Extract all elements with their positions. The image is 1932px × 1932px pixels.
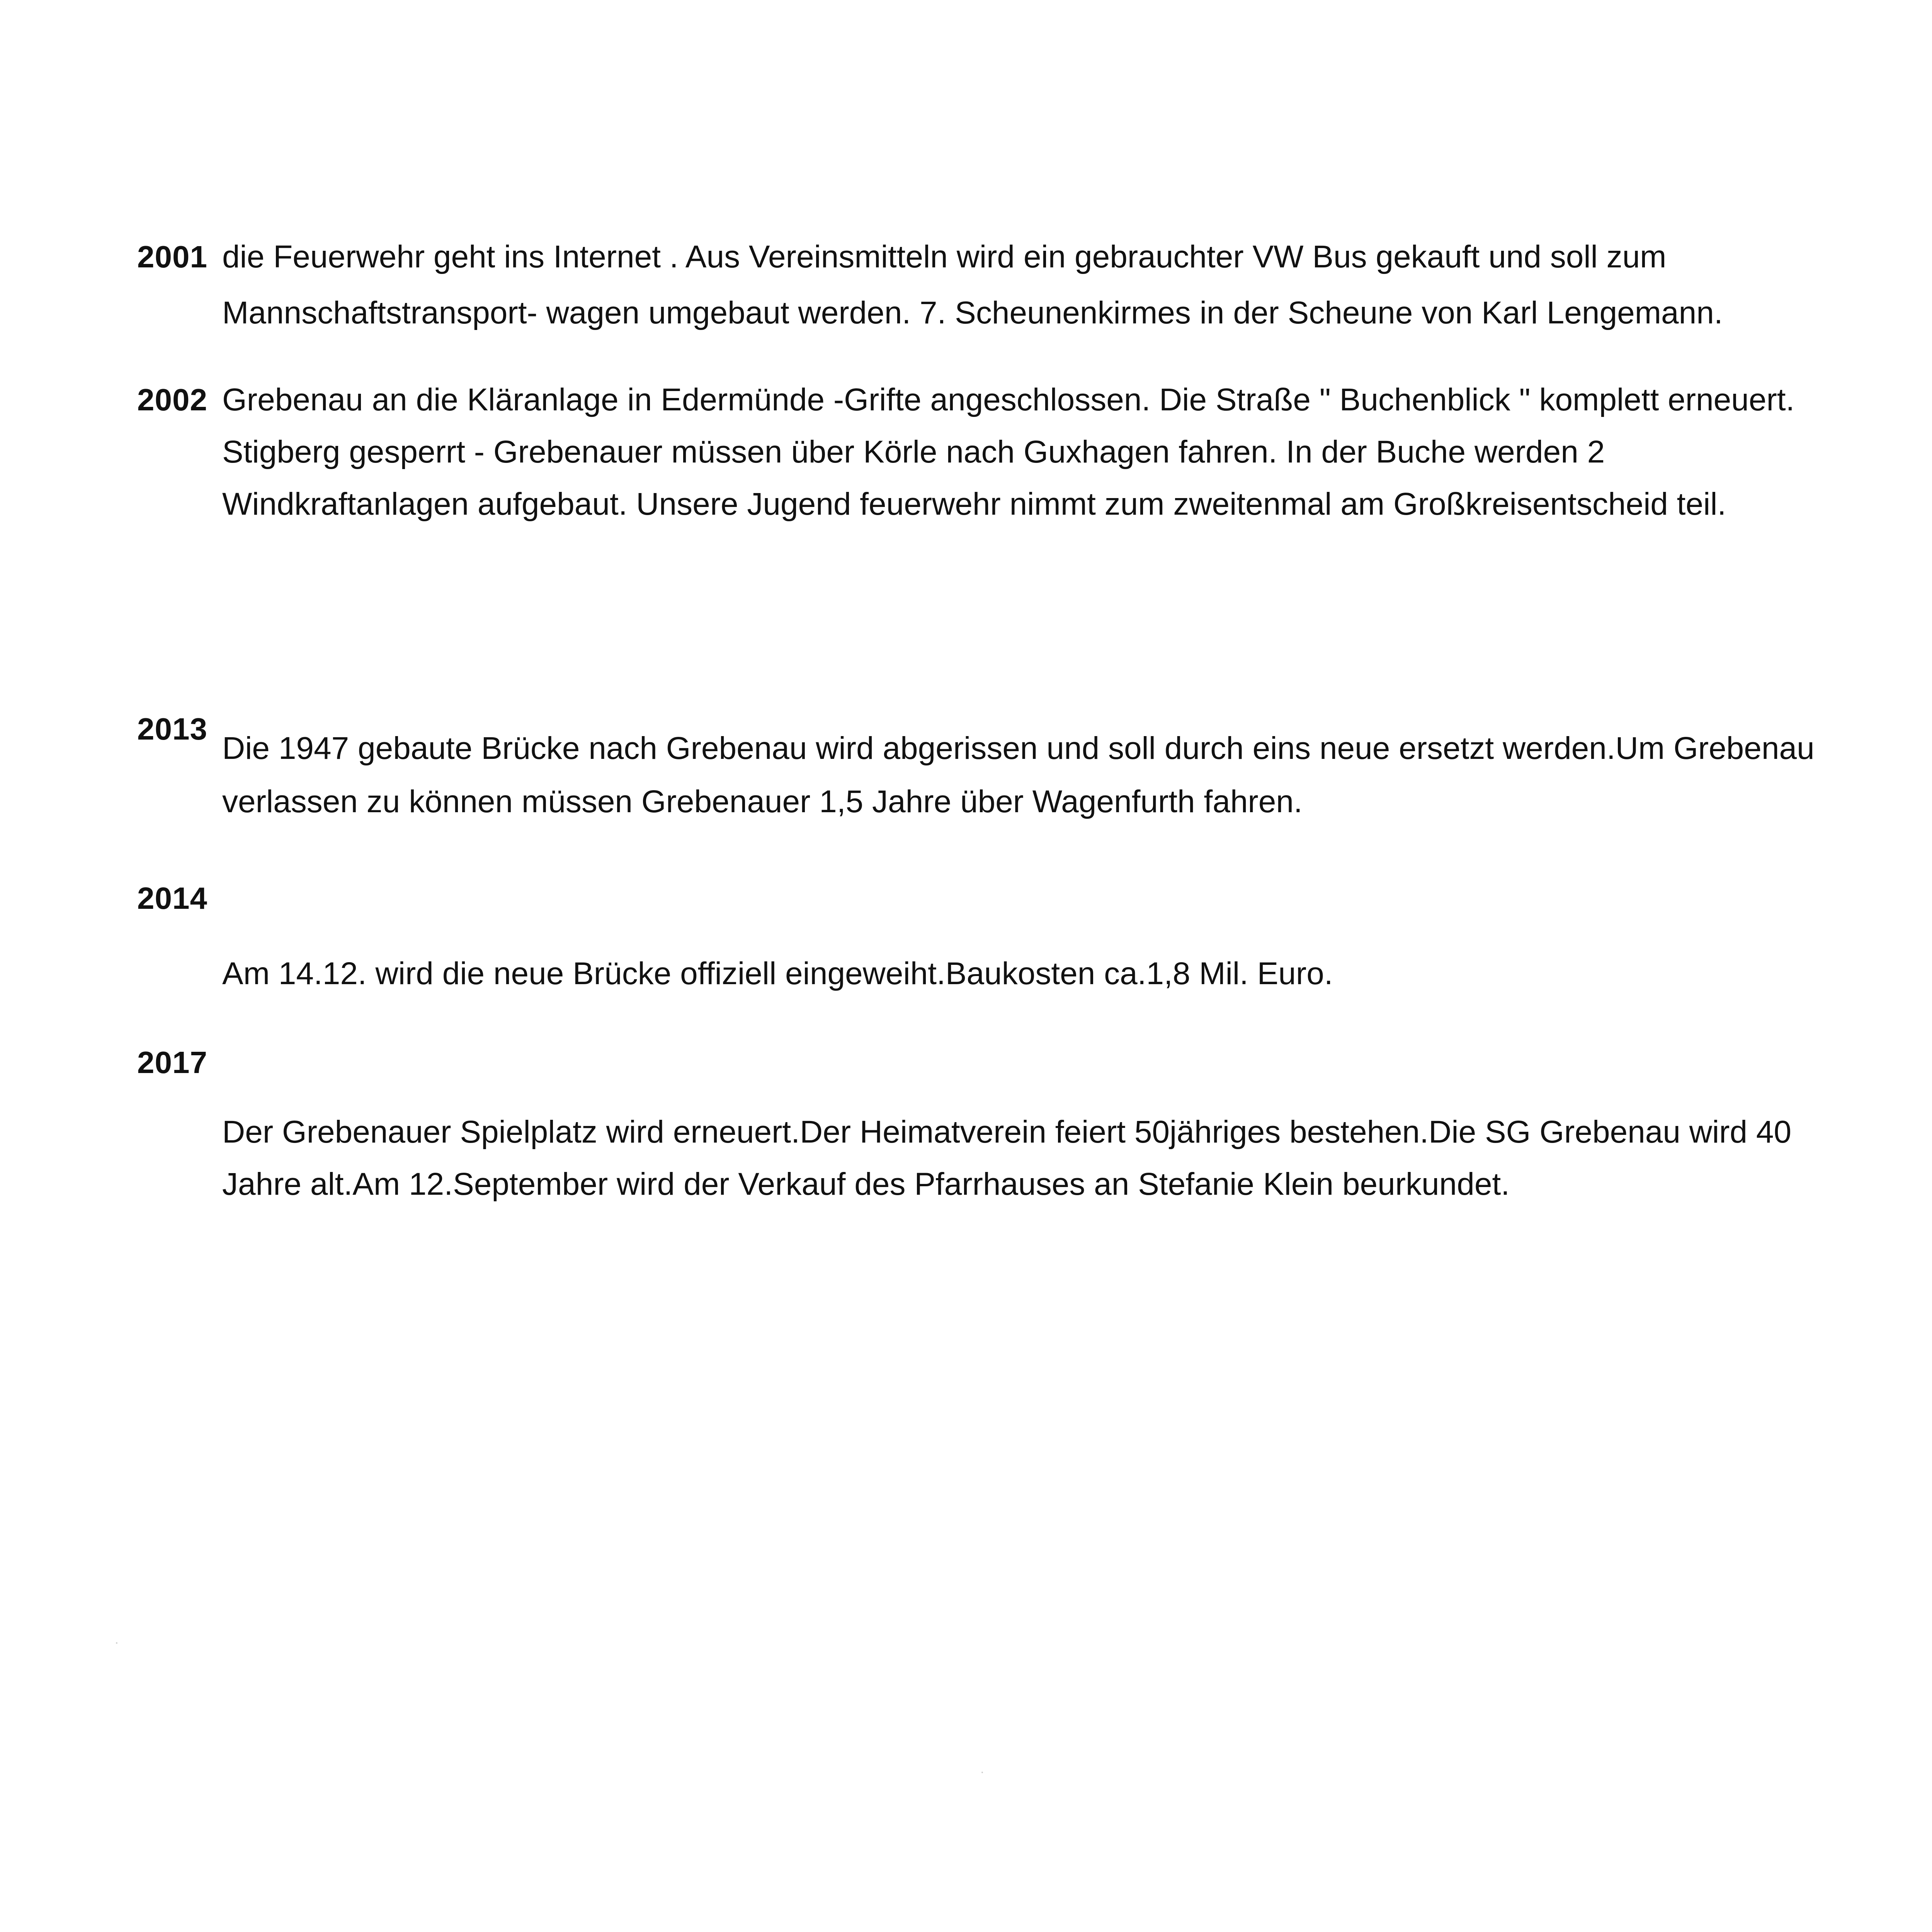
scan-speck: [116, 1642, 117, 1644]
entry-text-line: Grebenau an die Kläranlage in Edermünde -Grifte angeschlossen. Die Straße " Buchenblick " komplett erneuert.: [222, 382, 1795, 417]
entry-text-line: Windkraftanlagen aufgebaut. Unsere Jugend feuerwehr nimmt zum zweitenmal am Großkreisentscheid teil.: [222, 486, 1726, 522]
entry-year: 2013: [137, 712, 207, 746]
entry-year: 2001: [137, 240, 207, 274]
scan-speck: [981, 1772, 983, 1773]
entry-text-line: die Feuerwehr geht ins Internet . Aus Vereinsmitteln wird ein gebrauchter VW Bus gekauft und soll zum: [222, 239, 1667, 274]
entry-text-line: Der Grebenauer Spielplatz wird erneuert.Der Heimatverein feiert 50jähriges bestehen.Die SG Grebenau wird 40: [222, 1114, 1792, 1150]
entry-text-line: Jahre alt.Am 12.September wird der Verkauf des Pfarrhauses an Stefanie Klein beurkundet.: [222, 1167, 1510, 1202]
entry-text-line: Mannschaftstransport- wagen umgebaut werden. 7. Scheunenkirmes in der Scheune von Karl Lengemann.: [222, 295, 1723, 330]
entry-text-line: verlassen zu können müssen Grebenauer 1,5 Jahre über Wagenfurth fahren.: [222, 784, 1303, 819]
entry-year: 2002: [137, 383, 207, 417]
entry-year: 2017: [137, 1045, 207, 1080]
entry-text-line: Die 1947 gebaute Brücke nach Grebenau wird abgerissen und soll durch eins neue ersetzt werden.Um Grebenau: [222, 731, 1815, 766]
entry-text-line: Am 14.12. wird die neue Brücke offiziell eingeweiht.Baukosten ca.1,8 Mil. Euro.: [222, 956, 1333, 991]
entry-year: 2014: [137, 881, 207, 915]
entry-text-line: Stigberg gesperrt - Grebenauer müssen über Körle nach Guxhagen fahren. In der Buche werden 2: [222, 434, 1605, 469]
